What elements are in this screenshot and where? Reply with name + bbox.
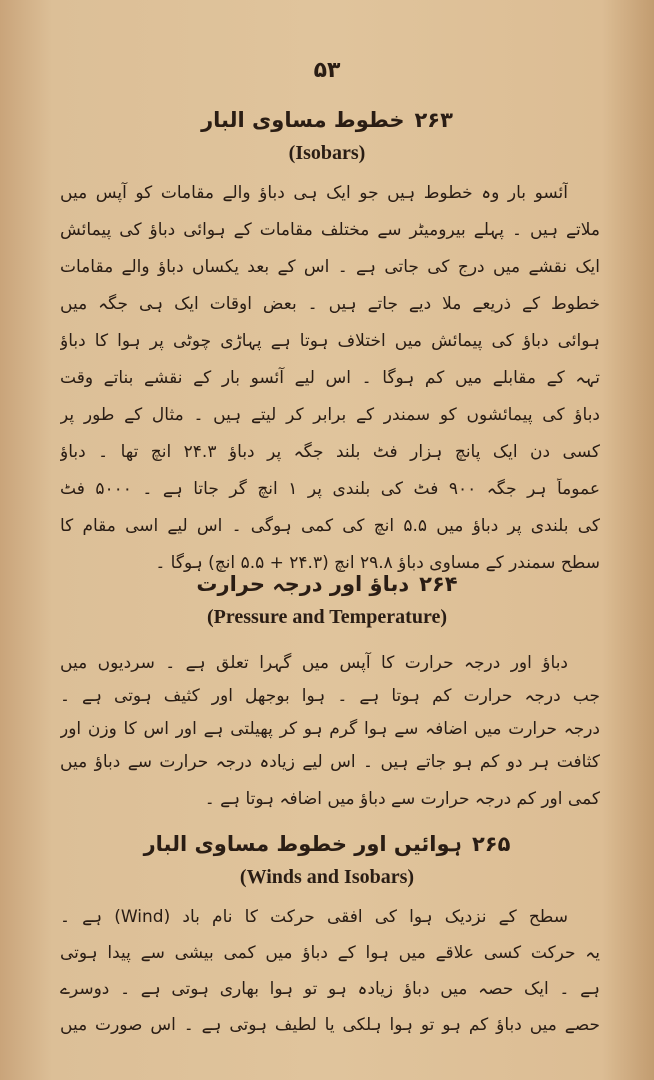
- section-title-english: (Pressure and Temperature): [207, 606, 447, 628]
- paragraph-line: دباؤ اور درجہ حرارت کا آپس میں گہرا تعلق ہے ۔ سردیوں میں: [60, 653, 568, 673]
- section-title-urdu: دباؤ اور درجہ حرارت: [196, 572, 410, 596]
- paragraph-line: حصے میں دباؤ کم ہو تو ہوا ہلکی یا لطیف ہوتی ہے ۔ اس صورت میں: [60, 1015, 600, 1035]
- section-heading-winds-isobars: [0, 832, 654, 856]
- section-heading-isobars: [0, 108, 654, 132]
- paragraph-line: کثافت ہر دو کم ہو جاتے ہیں ۔ اس لیے زیادہ درجہ حرارت سے دباؤ میں: [60, 752, 600, 772]
- section-heading-pressure-temperature: [0, 572, 654, 596]
- section-title-english: (Winds and Isobars): [239, 866, 415, 888]
- paragraph-line: ہے ۔ ایک حصہ میں دباؤ زیادہ ہو تو ہوا بھاری ہوتی ہے ۔ دوسرے: [60, 979, 600, 999]
- paragraph-line: عموماً ہر جگہ ۹۰۰ فٹ کی بلندی پر ۱ انچ گر جاتا ہے ۔ ۵۰۰۰ فٹ: [60, 479, 600, 499]
- paragraph-line: کسی دن ایک پانچ ہزار فٹ بلند جگہ پر دباؤ ۲۴.۳ انچ تھا ۔ دباؤ: [60, 442, 600, 462]
- paragraph-line: ایک نقشے میں درج کی جاتی ہے ۔ اس کے بعد یکساں دباؤ والے مقامات: [60, 257, 600, 277]
- paragraph-line: کی بلندی پر دباؤ میں ۵.۵ انچ کی کمی ہوگی ۔ اس لیے اسی مقام کا: [60, 516, 600, 536]
- section-title-urdu: ہوائیں اور خطوط مساوی البار: [143, 832, 462, 856]
- section-number: ۲۶۴: [419, 572, 458, 596]
- paragraph-line: سطح کے نزدیک ہوا کی افقی حرکت کا نام باد (Wind) ہے ۔: [60, 907, 568, 927]
- paragraph-line: کمی اور کم درجہ حرارت سے دباؤ میں اضافہ ہوتا ہے ۔: [204, 789, 600, 809]
- section-number: ۲۶۳: [414, 108, 453, 132]
- section-number: ۲۶۵: [471, 832, 511, 856]
- paragraph-line: آئسو بار وہ خطوط ہیں جو ایک ہی دباؤ والے مقامات کو آپس میں: [60, 183, 568, 203]
- paragraph-line: جب درجہ حرارت کم ہوتا ہے ۔ ہوا بوجھل اور کثیف ہوتی ہے ۔: [60, 686, 600, 706]
- paragraph-line: یہ حرکت کسی علاقے میں ہوا کے دباؤ میں کمی بیشی سے پیدا ہوتی: [60, 943, 600, 963]
- paragraph-line: سطح سمندر کے مساوی دباؤ ۲۹.۸ انچ (۲۴.۳ + ۵.۵ انچ) ہوگا ۔: [155, 553, 600, 573]
- page-number: ۵۳: [313, 58, 341, 83]
- paragraph-line: تہہ کے مقابلے میں کم ہوگا ۔ اس لیے آئسو بار کے نقشے بناتے وقت: [60, 368, 600, 388]
- paragraph-line: ہوائی دباؤ کی پیمائش میں اختلاف ہوتا ہے پہاڑی چوٹی پر ہوا کا دباؤ: [60, 331, 600, 351]
- section-title-english: (Isobars): [288, 142, 366, 164]
- paragraph-line: ملاتے ہیں ۔ پہلے بیرومیٹر سے مختلف مقامات کے ہوائی دباؤ کی پیمائش: [60, 220, 600, 240]
- paragraph-line: درجہ حرارت میں اضافہ سے ہوا گرم ہو کر پھیلتی ہے اور اس کا وزن اور: [60, 719, 600, 739]
- paragraph-line: دباؤ کی پیمائشوں کو سمندر کے برابر کر لیتے ہیں ۔ مثال کے طور پر: [60, 405, 600, 425]
- section-title-urdu: خطوط مساوی البار: [201, 108, 405, 132]
- paragraph-line: خطوط کے ذریعے ملا دیے جاتے ہیں ۔ بعض اوقات ایک ہی جگہ میں: [60, 294, 600, 314]
